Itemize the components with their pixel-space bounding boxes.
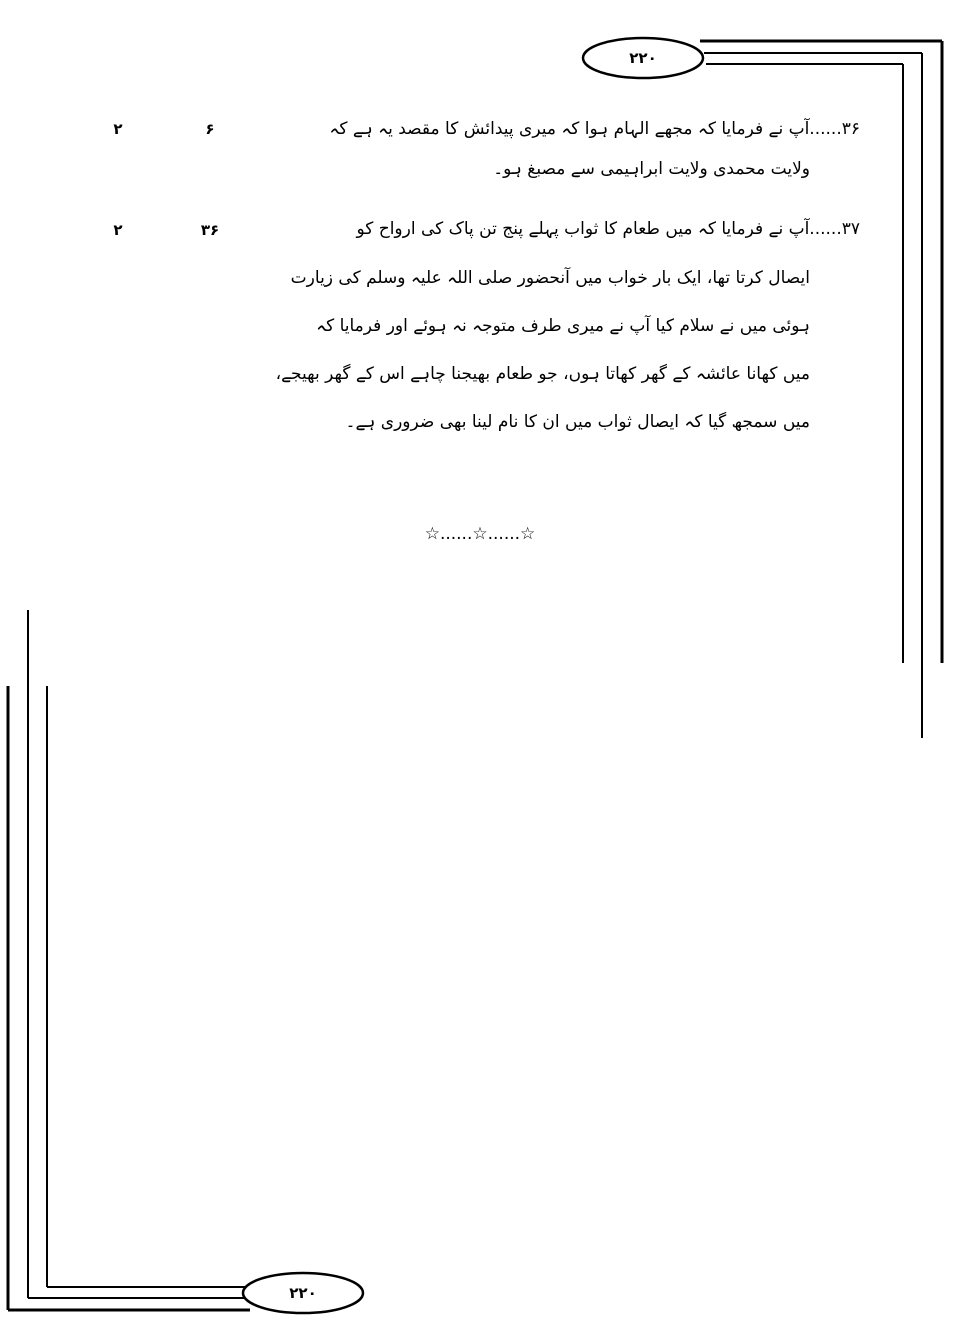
entry-36-ref-a: ۶ bbox=[205, 120, 215, 138]
entry-36-ref-b: ۲ bbox=[113, 120, 123, 138]
entry-line: میں کھانا عائشہ کے گھر کھاتا ہوں، جو طعام بھیجنا چاہے اس کے گھر بھیجے، bbox=[275, 364, 810, 384]
page-number-bottom: ۲۲۰ bbox=[289, 1284, 317, 1302]
entry-line: ایصال کرتا تھا، ایک بار خواب میں آنحضور صلی اللہ علیہ وسلم کی زیارت bbox=[290, 268, 810, 288]
entry-line: ولایت محمدی ولایت ابراہیمی سے مصبغ ہو۔ bbox=[493, 159, 810, 179]
entry-line: ہوئی میں نے سلام کیا آپ نے میری طرف متوجہ نہ ہوئے اور فرمایا کہ bbox=[316, 316, 810, 336]
section-separator: ☆......☆......☆ bbox=[424, 524, 536, 544]
entry-line: میں سمجھ گیا کہ ایصال ثواب میں ان کا نام لینا بھی ضروری ہے۔ bbox=[345, 412, 810, 432]
page-number-top: ۲۲۰ bbox=[629, 49, 657, 67]
entry-line: ۳۶......آپ نے فرمایا کہ مجھے الہام ہوا کہ میری پیدائش کا مقصد یہ ہے کہ bbox=[329, 119, 860, 139]
entry-36 bbox=[260, 118, 860, 198]
entry-37-ref-a: ۳۶ bbox=[200, 221, 220, 239]
entry-37 bbox=[260, 218, 860, 458]
entry-37-ref-b: ۲ bbox=[113, 221, 123, 239]
entry-line: ۳۷......آپ نے فرمایا کہ میں طعام کا ثواب پہلے پنج تن پاک کی ارواح کو bbox=[356, 219, 860, 239]
